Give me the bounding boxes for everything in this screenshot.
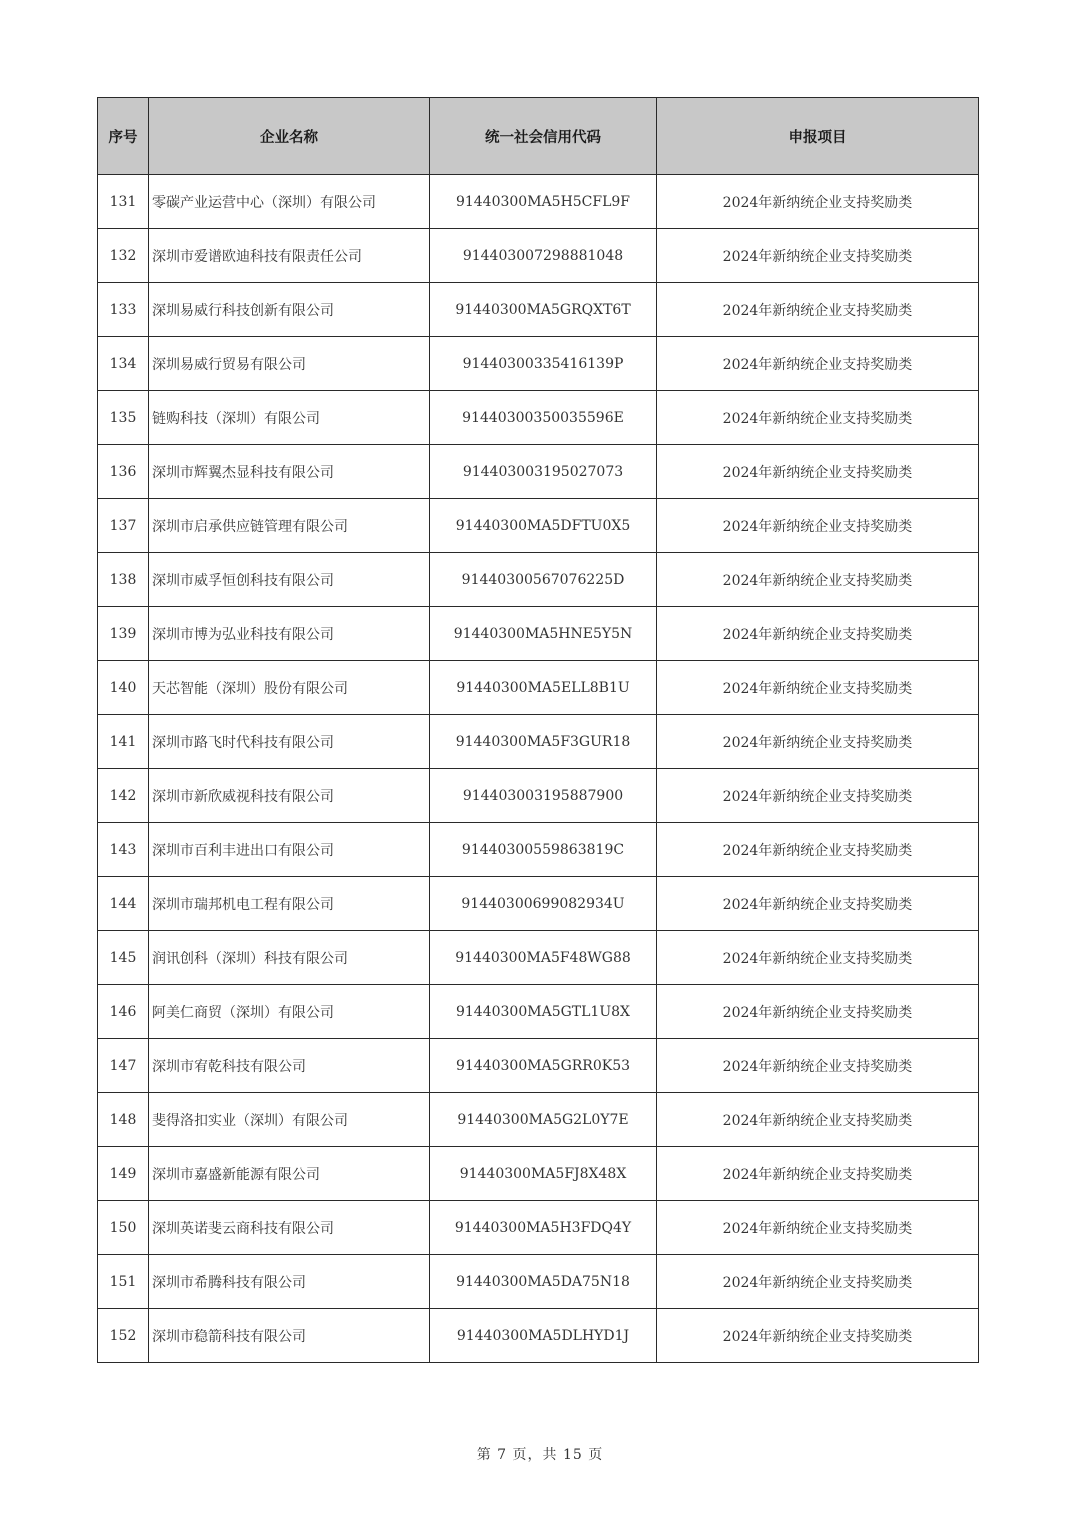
application-item: 2024年新纳统企业支持奖励类 <box>657 1147 979 1201</box>
row-number: 152 <box>98 1309 149 1363</box>
table-row <box>98 1039 979 1093</box>
credit-code: 91440300350035596E <box>430 391 657 445</box>
row-number: 133 <box>98 283 149 337</box>
table-row <box>98 715 979 769</box>
table-row <box>98 553 979 607</box>
credit-code: 91440300MA5DFTU0X5 <box>430 499 657 553</box>
company-name: 深圳英诺斐云商科技有限公司 <box>149 1201 430 1255</box>
page-number: 第 7 页，共 15 页 <box>476 1447 604 1463</box>
company-name: 深圳市辉翼杰显科技有限公司 <box>149 445 430 499</box>
table-row <box>98 175 979 229</box>
company-name: 链购科技（深圳）有限公司 <box>149 391 430 445</box>
credit-code: 91440300335416139P <box>430 337 657 391</box>
row-number: 142 <box>98 769 149 823</box>
company-name: 阿美仁商贸（深圳）有限公司 <box>149 985 430 1039</box>
credit-code: 91440300MA5DLHYD1J <box>430 1309 657 1363</box>
credit-code: 91440300MA5G2L0Y7E <box>430 1093 657 1147</box>
row-number: 144 <box>98 877 149 931</box>
credit-code: 91440300559863819C <box>430 823 657 877</box>
company-name: 深圳市爱谱欧迪科技有限责任公司 <box>149 229 430 283</box>
row-number: 147 <box>98 1039 149 1093</box>
row-number: 141 <box>98 715 149 769</box>
company-name: 深圳市新欣威视科技有限公司 <box>149 769 430 823</box>
application-item: 2024年新纳统企业支持奖励类 <box>657 1201 979 1255</box>
credit-code: 91440300MA5GRR0K53 <box>430 1039 657 1093</box>
row-number: 135 <box>98 391 149 445</box>
header-no: 序号 <box>98 98 149 175</box>
application-item: 2024年新纳统企业支持奖励类 <box>657 661 979 715</box>
company-name: 深圳市嘉盛新能源有限公司 <box>149 1147 430 1201</box>
credit-code: 91440300MA5F3GUR18 <box>430 715 657 769</box>
row-number: 137 <box>98 499 149 553</box>
row-number: 138 <box>98 553 149 607</box>
company-name: 深圳市稳箭科技有限公司 <box>149 1309 430 1363</box>
company-name: 深圳易威行贸易有限公司 <box>149 337 430 391</box>
application-item: 2024年新纳统企业支持奖励类 <box>657 1255 979 1309</box>
company-name: 深圳市启承供应链管理有限公司 <box>149 499 430 553</box>
application-item: 2024年新纳统企业支持奖励类 <box>657 553 979 607</box>
company-name: 斐得洛扣实业（深圳）有限公司 <box>149 1093 430 1147</box>
table-body <box>98 175 979 1363</box>
application-item: 2024年新纳统企业支持奖励类 <box>657 445 979 499</box>
table-header <box>98 98 979 175</box>
application-item: 2024年新纳统企业支持奖励类 <box>657 769 979 823</box>
application-item: 2024年新纳统企业支持奖励类 <box>657 1039 979 1093</box>
table-row <box>98 661 979 715</box>
company-name: 润讯创科（深圳）科技有限公司 <box>149 931 430 985</box>
credit-code: 91440300MA5GRQXT6T <box>430 283 657 337</box>
application-item: 2024年新纳统企业支持奖励类 <box>657 499 979 553</box>
application-item: 2024年新纳统企业支持奖励类 <box>657 877 979 931</box>
row-number: 140 <box>98 661 149 715</box>
table-row <box>98 1201 979 1255</box>
table-row <box>98 931 979 985</box>
row-number: 151 <box>98 1255 149 1309</box>
table-row <box>98 1147 979 1201</box>
application-item: 2024年新纳统企业支持奖励类 <box>657 985 979 1039</box>
row-number: 149 <box>98 1147 149 1201</box>
application-item: 2024年新纳统企业支持奖励类 <box>657 607 979 661</box>
company-name: 深圳市百利丰进出口有限公司 <box>149 823 430 877</box>
credit-code: 914403007298881048 <box>430 229 657 283</box>
application-item: 2024年新纳统企业支持奖励类 <box>657 391 979 445</box>
row-number: 148 <box>98 1093 149 1147</box>
table-row <box>98 229 979 283</box>
table-row <box>98 769 979 823</box>
application-item: 2024年新纳统企业支持奖励类 <box>657 229 979 283</box>
row-number: 145 <box>98 931 149 985</box>
application-item: 2024年新纳统企业支持奖励类 <box>657 715 979 769</box>
table-row <box>98 1309 979 1363</box>
table-row <box>98 985 979 1039</box>
table-row <box>98 283 979 337</box>
credit-code: 91440300MA5ELL8B1U <box>430 661 657 715</box>
application-item: 2024年新纳统企业支持奖励类 <box>657 931 979 985</box>
company-name: 深圳市博为弘业科技有限公司 <box>149 607 430 661</box>
credit-code: 91440300699082934U <box>430 877 657 931</box>
row-number: 131 <box>98 175 149 229</box>
company-name: 深圳市宥乾科技有限公司 <box>149 1039 430 1093</box>
credit-code: 914403003195027073 <box>430 445 657 499</box>
company-name: 深圳市威孚恒创科技有限公司 <box>149 553 430 607</box>
row-number: 132 <box>98 229 149 283</box>
row-number: 143 <box>98 823 149 877</box>
table-row <box>98 391 979 445</box>
company-name: 深圳易威行科技创新有限公司 <box>149 283 430 337</box>
row-number: 146 <box>98 985 149 1039</box>
company-name: 深圳市瑞邦机电工程有限公司 <box>149 877 430 931</box>
header-code: 统一社会信用代码 <box>430 98 657 175</box>
company-name: 深圳市路飞时代科技有限公司 <box>149 715 430 769</box>
table-row <box>98 337 979 391</box>
table-row <box>98 1255 979 1309</box>
enterprise-table <box>97 97 979 1363</box>
company-name: 深圳市希腾科技有限公司 <box>149 1255 430 1309</box>
header-item: 申报项目 <box>657 98 979 175</box>
credit-code: 91440300MA5GTL1U8X <box>430 985 657 1039</box>
table-row <box>98 1093 979 1147</box>
credit-code: 91440300MA5HNE5Y5N <box>430 607 657 661</box>
row-number: 136 <box>98 445 149 499</box>
credit-code: 91440300MA5F48WG88 <box>430 931 657 985</box>
application-item: 2024年新纳统企业支持奖励类 <box>657 823 979 877</box>
table-row <box>98 499 979 553</box>
credit-code: 91440300MA5FJ8X48X <box>430 1147 657 1201</box>
credit-code: 91440300MA5DA75N18 <box>430 1255 657 1309</box>
credit-code: 91440300MA5H3FDQ4Y <box>430 1201 657 1255</box>
application-item: 2024年新纳统企业支持奖励类 <box>657 1309 979 1363</box>
table-row <box>98 823 979 877</box>
credit-code: 914403003195887900 <box>430 769 657 823</box>
application-item: 2024年新纳统企业支持奖励类 <box>657 283 979 337</box>
row-number: 150 <box>98 1201 149 1255</box>
row-number: 134 <box>98 337 149 391</box>
header-row <box>98 98 979 175</box>
credit-code: 91440300567076225D <box>430 553 657 607</box>
company-name: 天芯智能（深圳）股份有限公司 <box>149 661 430 715</box>
table-row <box>98 607 979 661</box>
header-name: 企业名称 <box>149 98 430 175</box>
table-row <box>98 445 979 499</box>
application-item: 2024年新纳统企业支持奖励类 <box>657 337 979 391</box>
application-item: 2024年新纳统企业支持奖励类 <box>657 175 979 229</box>
table-row <box>98 877 979 931</box>
row-number: 139 <box>98 607 149 661</box>
application-item: 2024年新纳统企业支持奖励类 <box>657 1093 979 1147</box>
company-name: 零碳产业运营中心（深圳）有限公司 <box>149 175 430 229</box>
credit-code: 91440300MA5H5CFL9F <box>430 175 657 229</box>
